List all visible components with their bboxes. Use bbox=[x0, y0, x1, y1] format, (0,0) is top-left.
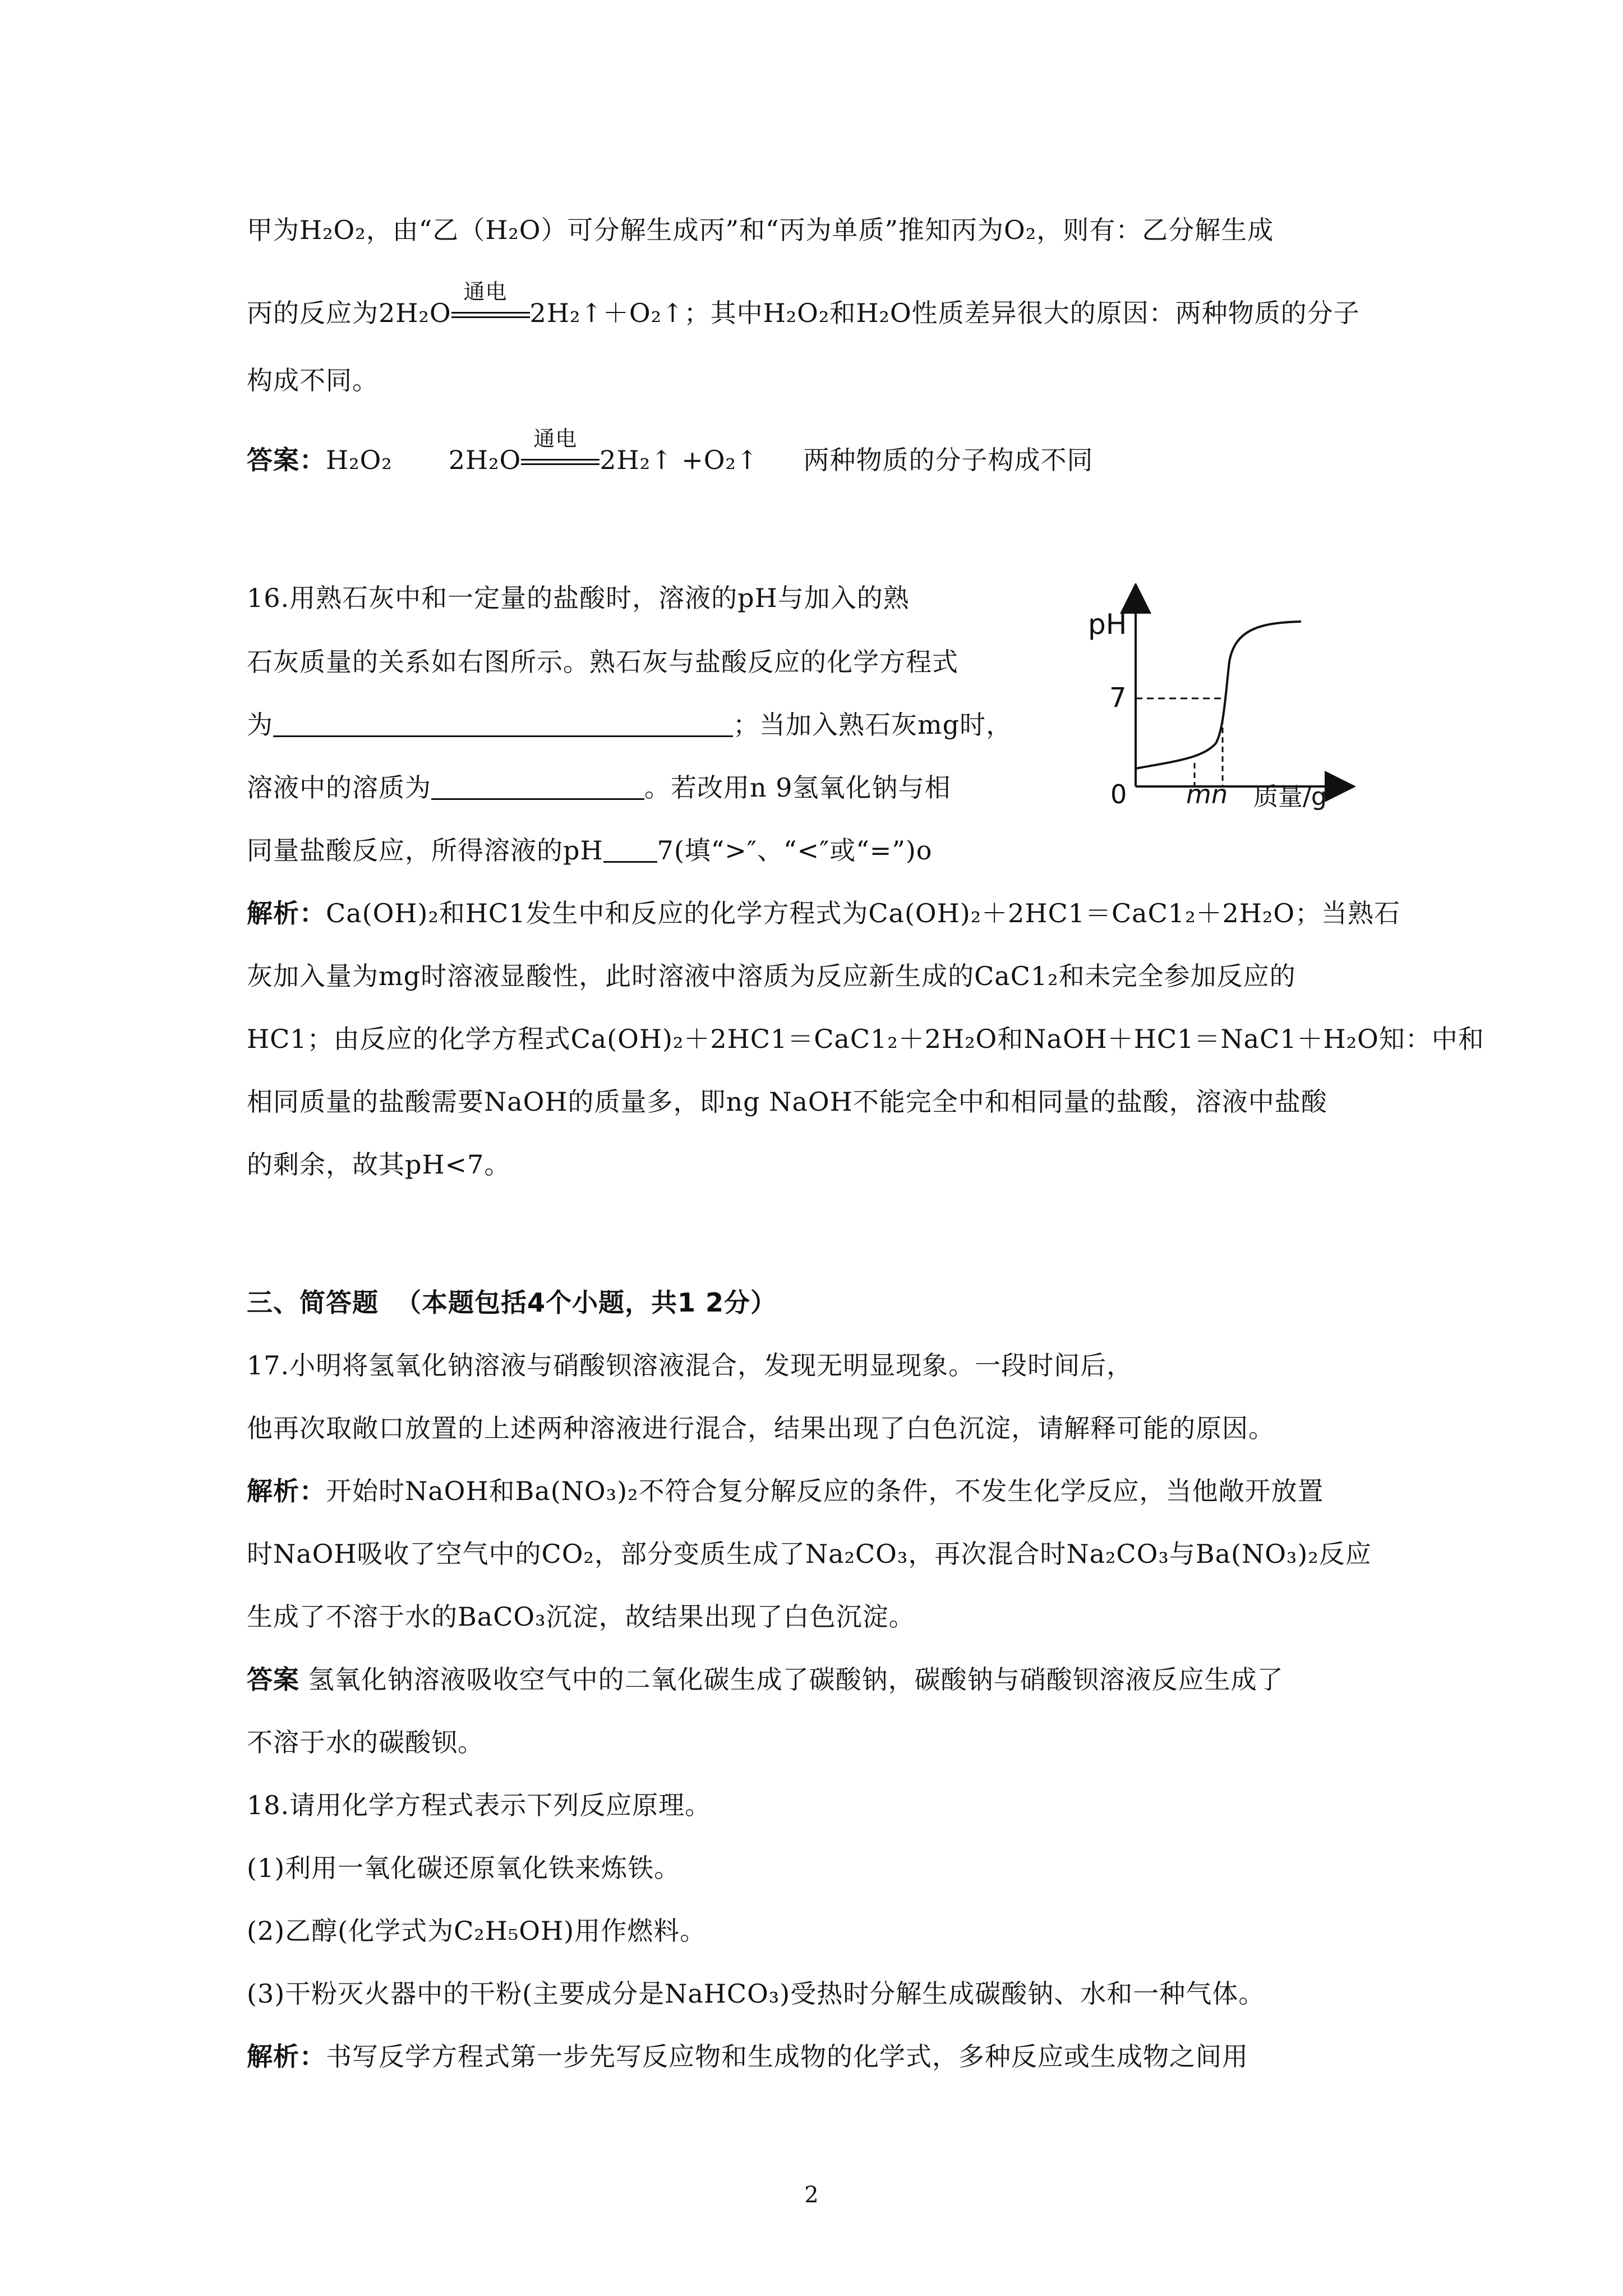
q16-line-3a: 为 bbox=[247, 710, 273, 740]
q18-line-1: 18.请用化学方程式表示下列反应原理。 bbox=[247, 1790, 712, 1820]
q17-answer-text-1: 氢氧化钠溶液吸收空气中的二氧化碳生成了碳酸钠，碳酸钠与硝酸钡溶液反应生成了 bbox=[299, 1664, 1284, 1695]
q18-line-4: (3)干粉灭火器中的干粉(主要成分是NaHCO₃)受热时分解生成碳酸钠、水和一种气体。 bbox=[247, 1978, 1265, 2009]
intro-line-2b: 2H₂↑＋O₂↑；其中H₂O₂和H₂O性质差异很大的原因：两种物质的分子 bbox=[529, 298, 1360, 328]
q18-solution-text-1: 书写反学方程式第一步先写反应物和生成物的化学式，多种反应或生成物之间用 bbox=[326, 2041, 1248, 2072]
solution-label: 解析： bbox=[247, 898, 326, 928]
electrolysis-arrow bbox=[451, 279, 530, 330]
answer-part-d: 两种物质的分子构成不同 bbox=[803, 445, 1094, 475]
answer-blank-solute[interactable] bbox=[431, 774, 644, 800]
intro-answer bbox=[247, 426, 1094, 477]
q17-line-1: 17.小明将氢氧化钠溶液与硝酸钡溶液混合，发现无明显现象。一段时间后， bbox=[247, 1350, 1133, 1381]
q16-solution-1 bbox=[247, 896, 1400, 930]
q16-line-3 bbox=[247, 708, 1012, 742]
intro-line-1: 甲为H₂O₂，由“乙（H₂O）可分解生成丙”和“丙为单质”推知丙为O₂，则有：乙分解生成 bbox=[247, 215, 1274, 245]
section-3-heading bbox=[247, 1286, 777, 1319]
answer-label: 答案： bbox=[247, 445, 326, 475]
q16-line-2: 石灰质量的关系如右图所示。熟石灰与盐酸反应的化学方程式 bbox=[247, 647, 958, 677]
ph-curve bbox=[1136, 622, 1301, 769]
q17-solution-text-1: 开始时NaOH和Ba(NO₃)₂不符合复分解反应的条件，不发生化学反应，当他敞开放置 bbox=[326, 1476, 1324, 1506]
y-tick-7: 7 bbox=[1109, 682, 1127, 714]
n-label: n bbox=[1211, 779, 1228, 809]
q16-line-4a: 溶液中的溶质为 bbox=[247, 772, 431, 803]
intro-line-2a: 丙的反应为2H₂O bbox=[247, 298, 451, 328]
answer-part-b: 2H₂O bbox=[448, 445, 522, 475]
x-axis-label: 质量/g bbox=[1253, 783, 1327, 811]
q17-solution-3: 生成了不溶于水的BaCO₃沉淀，故结果出现了白色沉淀。 bbox=[247, 1602, 915, 1632]
q17-solution-2: 时NaOH吸收了空气中的CO₂，部分变质生成了Na₂CO₃，再次混合时Na₂CO₃与Ba(NO₃)₂反应 bbox=[247, 1539, 1372, 1569]
answer-blank-equation[interactable] bbox=[273, 711, 733, 737]
solution-label: 解析： bbox=[247, 1476, 326, 1506]
q17-answer-1 bbox=[247, 1663, 1284, 1696]
q16-line-5 bbox=[247, 834, 932, 867]
m-label: m bbox=[1186, 779, 1211, 809]
solution-label: 解析： bbox=[247, 2041, 326, 2072]
q16-solution-2: 灰加入量为mg时溶液显酸性，此时溶液中溶质为反应新生成的CaC1₂和未完全参加反应的 bbox=[247, 961, 1296, 991]
page-number: 2 bbox=[804, 2182, 819, 2208]
q17-answer-2: 不溶于水的碳酸钡。 bbox=[247, 1727, 484, 1757]
intro-line-3: 构成不同。 bbox=[247, 365, 379, 395]
q16-solution-5: 的剩余，故其pH<7。 bbox=[247, 1149, 511, 1180]
answer-blank-compare[interactable] bbox=[603, 836, 657, 863]
answer-part-c: 2H₂↑ +O₂↑ bbox=[600, 445, 759, 475]
q16-line-4 bbox=[247, 771, 951, 804]
y-axis-label: pH bbox=[1088, 608, 1127, 641]
q17-solution-1 bbox=[247, 1474, 1324, 1508]
q18-solution-1 bbox=[247, 2040, 1248, 2073]
origin-label: 0 bbox=[1110, 779, 1127, 809]
q16-line-3b: ；当加入熟石灰mg时， bbox=[733, 710, 1013, 740]
q17-line-2: 他再次取敞口放置的上述两种溶液进行混合，结果出现了白色沉淀，请解释可能的原因。 bbox=[247, 1413, 1275, 1443]
q16-solution-text-1: Ca(OH)₂和HC1发生中和反应的化学方程式为Ca(OH)₂＋2HC1＝CaC1₂＋2H₂O；当熟石 bbox=[326, 898, 1401, 928]
ph-graph bbox=[1077, 583, 1368, 830]
q16-line-4b: 。若改用n 9氢氧化钠与相 bbox=[644, 772, 951, 803]
q16-line-5b: 7(填“>″、“<″或“=”)o bbox=[657, 835, 933, 866]
section-3-note: （本题包括4个小题，共1 2分） bbox=[395, 1287, 777, 1318]
section-3-title: 三、简答题 bbox=[247, 1287, 379, 1318]
q16-solution-3: HC1；由反应的化学方程式Ca(OH)₂＋2HC1＝CaC1₂＋2H₂O和NaOH＋HC1＝NaC1＋H₂O知：中和 bbox=[247, 1024, 1484, 1054]
answer-label: 答案 bbox=[247, 1664, 299, 1695]
q16-line-1: 16.用熟石灰中和一定量的盐酸时，溶液的pH与加入的熟 bbox=[247, 583, 910, 613]
q16-solution-4: 相同质量的盐酸需要NaOH的质量多，即ng NaOH不能完全中和相同量的盐酸，溶液中盐酸 bbox=[247, 1087, 1327, 1117]
answer-part-a: H₂O₂ bbox=[326, 445, 393, 475]
q18-line-2: (1)利用一氧化碳还原氧化铁来炼铁。 bbox=[247, 1853, 681, 1883]
q16-line-5a: 同量盐酸反应，所得溶液的pH bbox=[247, 835, 603, 866]
reaction-condition-answer: 通电 bbox=[533, 426, 578, 451]
electrolysis-arrow-answer bbox=[521, 426, 600, 477]
q18-line-3: (2)乙醇(化学式为C₂H₅OH)用作燃料。 bbox=[247, 1916, 707, 1946]
intro-line-2 bbox=[247, 279, 1360, 330]
reaction-condition: 通电 bbox=[463, 279, 508, 304]
